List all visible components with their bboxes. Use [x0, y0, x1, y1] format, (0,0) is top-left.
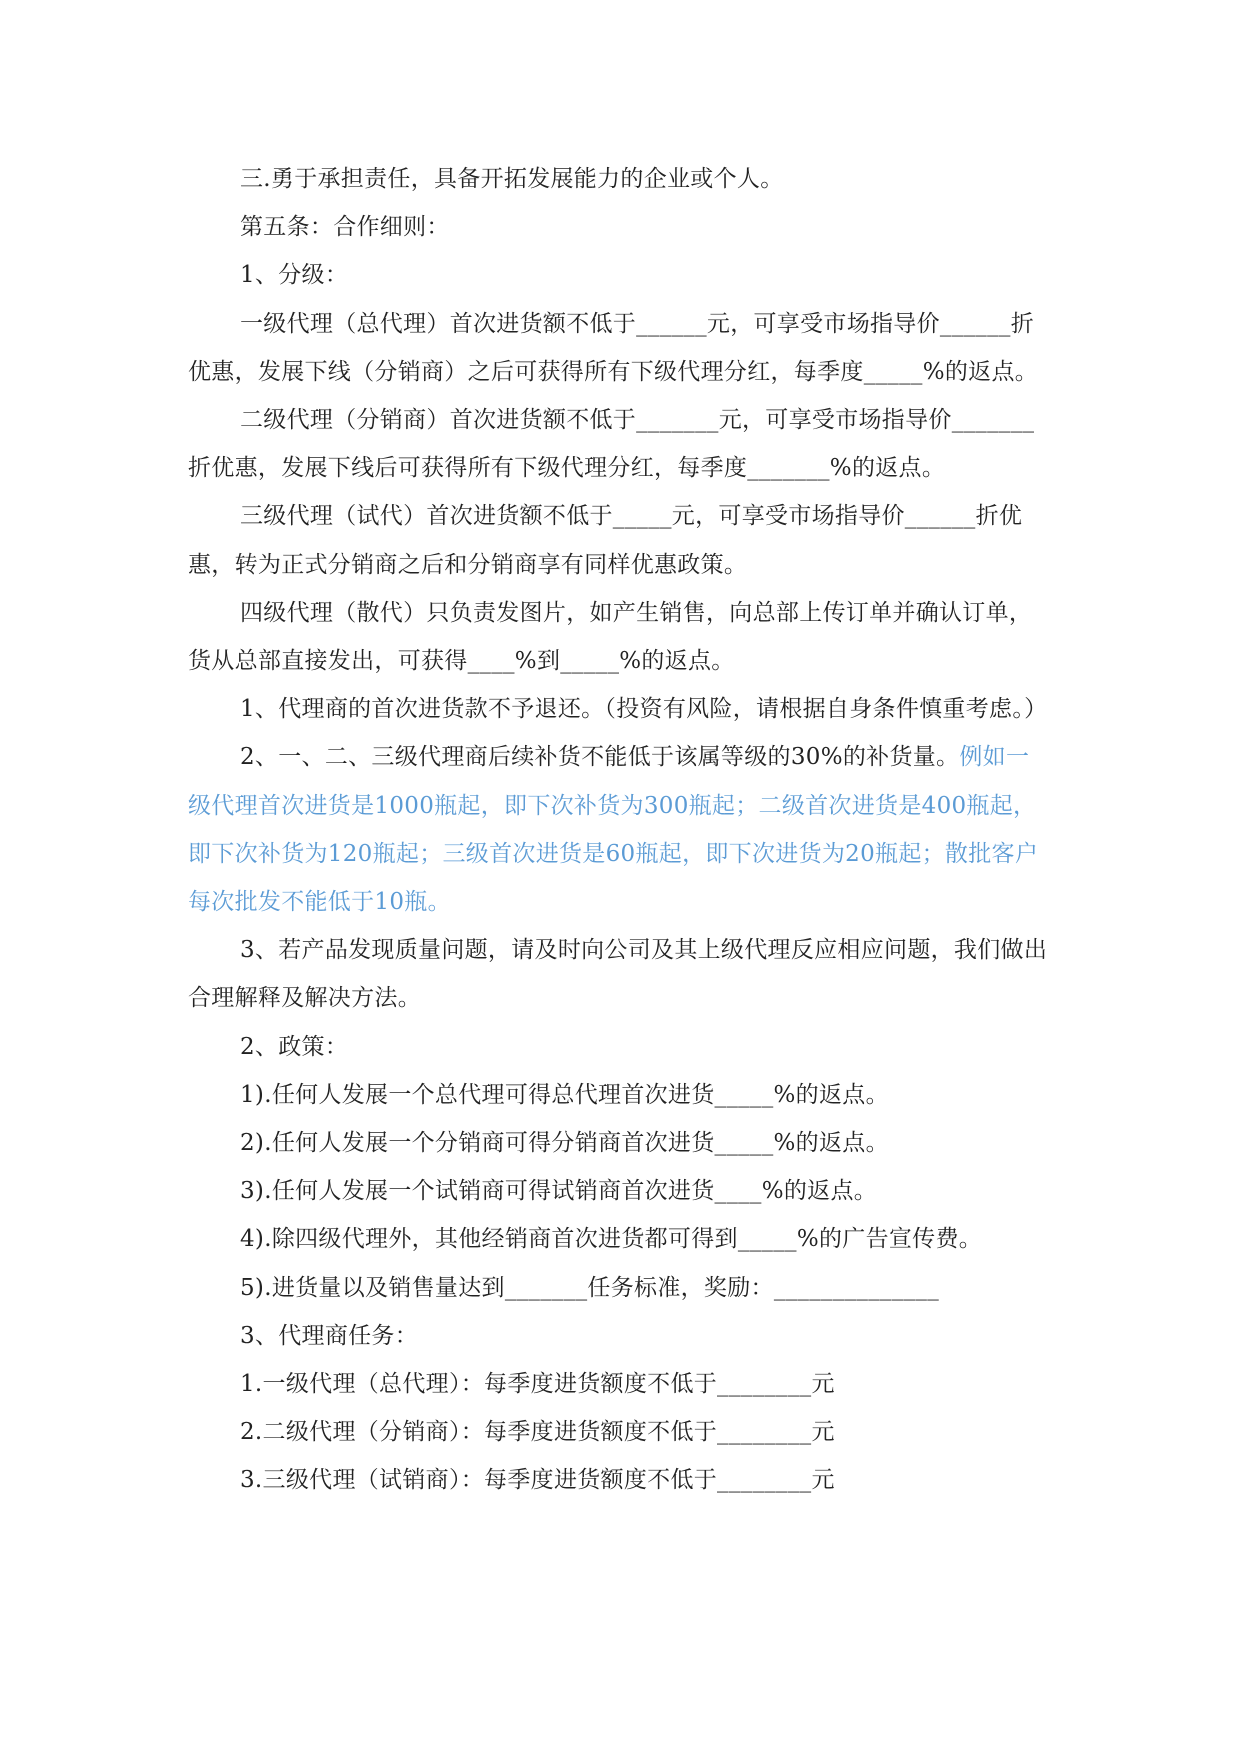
paragraph [188, 733, 1052, 926]
policy-item: 4).除四级代理外，其他经销商首次进货都可得到_____%的广告宣传费。 [240, 1226, 983, 1253]
task-item: 2.二级代理（分销商）：每季度进货额度不低于________元 [240, 1419, 835, 1446]
subsection-heading: 1、分级： [240, 262, 349, 289]
document-page [188, 155, 1052, 1505]
paragraph: 一级代理（总代理）首次进货额不低于______元，可享受市场指导价______折优惠，发展下线（分销商）之后可获得所有下级代理分红，每季度_____%的返点。 [188, 310, 1039, 385]
paragraph: 1、代理商的首次进货款不予退还。（投资有风险，请根据自身条件慎重考虑。） [240, 696, 1048, 723]
task-item: 3.三级代理（试销商）：每季度进货额度不低于________元 [240, 1467, 835, 1494]
paragraph: 3、若产品发现质量问题，请及时向公司及其上级代理反应相应问题，我们做出合理解释及解决方法。 [188, 937, 1048, 1012]
paragraph: 三级代理（试代）首次进货额不低于_____元，可享受市场指导价______折优惠，转为正式分销商之后和分销商享有同样优惠政策。 [188, 503, 1023, 578]
subsection-heading: 2、政策： [240, 1033, 349, 1060]
subsection-heading: 3、代理商任务： [240, 1322, 419, 1349]
policy-item: 1).任何人发展一个总代理可得总代理首次进货_____%的返点。 [240, 1081, 889, 1108]
policy-item: 3).任何人发展一个试销商可得试销商首次进货____%的返点。 [240, 1178, 878, 1205]
paragraph: 二级代理（分销商）首次进货额不低于_______元，可享受市场指导价_______折优惠，发展下线后可获得所有下级代理分红，每季度_______%的返点。 [188, 407, 1035, 482]
task-item: 1.一级代理（总代理）：每季度进货额度不低于________元 [240, 1371, 835, 1398]
paragraph: 三.勇于承担责任，具备开拓发展能力的企业或个人。 [240, 166, 784, 192]
paragraph: 四级代理（散代）只负责发图片，如产生销售，向总部上传订单并确认订单，货从总部直接发出，可获得____%到_____%的返点。 [188, 599, 1033, 675]
policy-item: 5).进货量以及销售量达到_______任务标准，奖励：______________ [240, 1274, 940, 1301]
section-heading: 第五条：合作细则： [240, 214, 450, 241]
policy-item: 2).任何人发展一个分销商可得分销商首次进货_____%的返点。 [240, 1130, 889, 1157]
paragraph-text: 2、一、二、三级代理商后续补货不能低于该属等级的30%的补货量。 [240, 744, 960, 771]
highlighted-example-text: 例如一级代理首次进货是1000瓶起，即下次补货为300瓶起；二级首次进货是400瓶起，即下次补货为120瓶起；三级首次进货是60瓶起，即下次进货为20瓶起；散批客户每次批发不能低于10瓶。 [188, 744, 1039, 916]
